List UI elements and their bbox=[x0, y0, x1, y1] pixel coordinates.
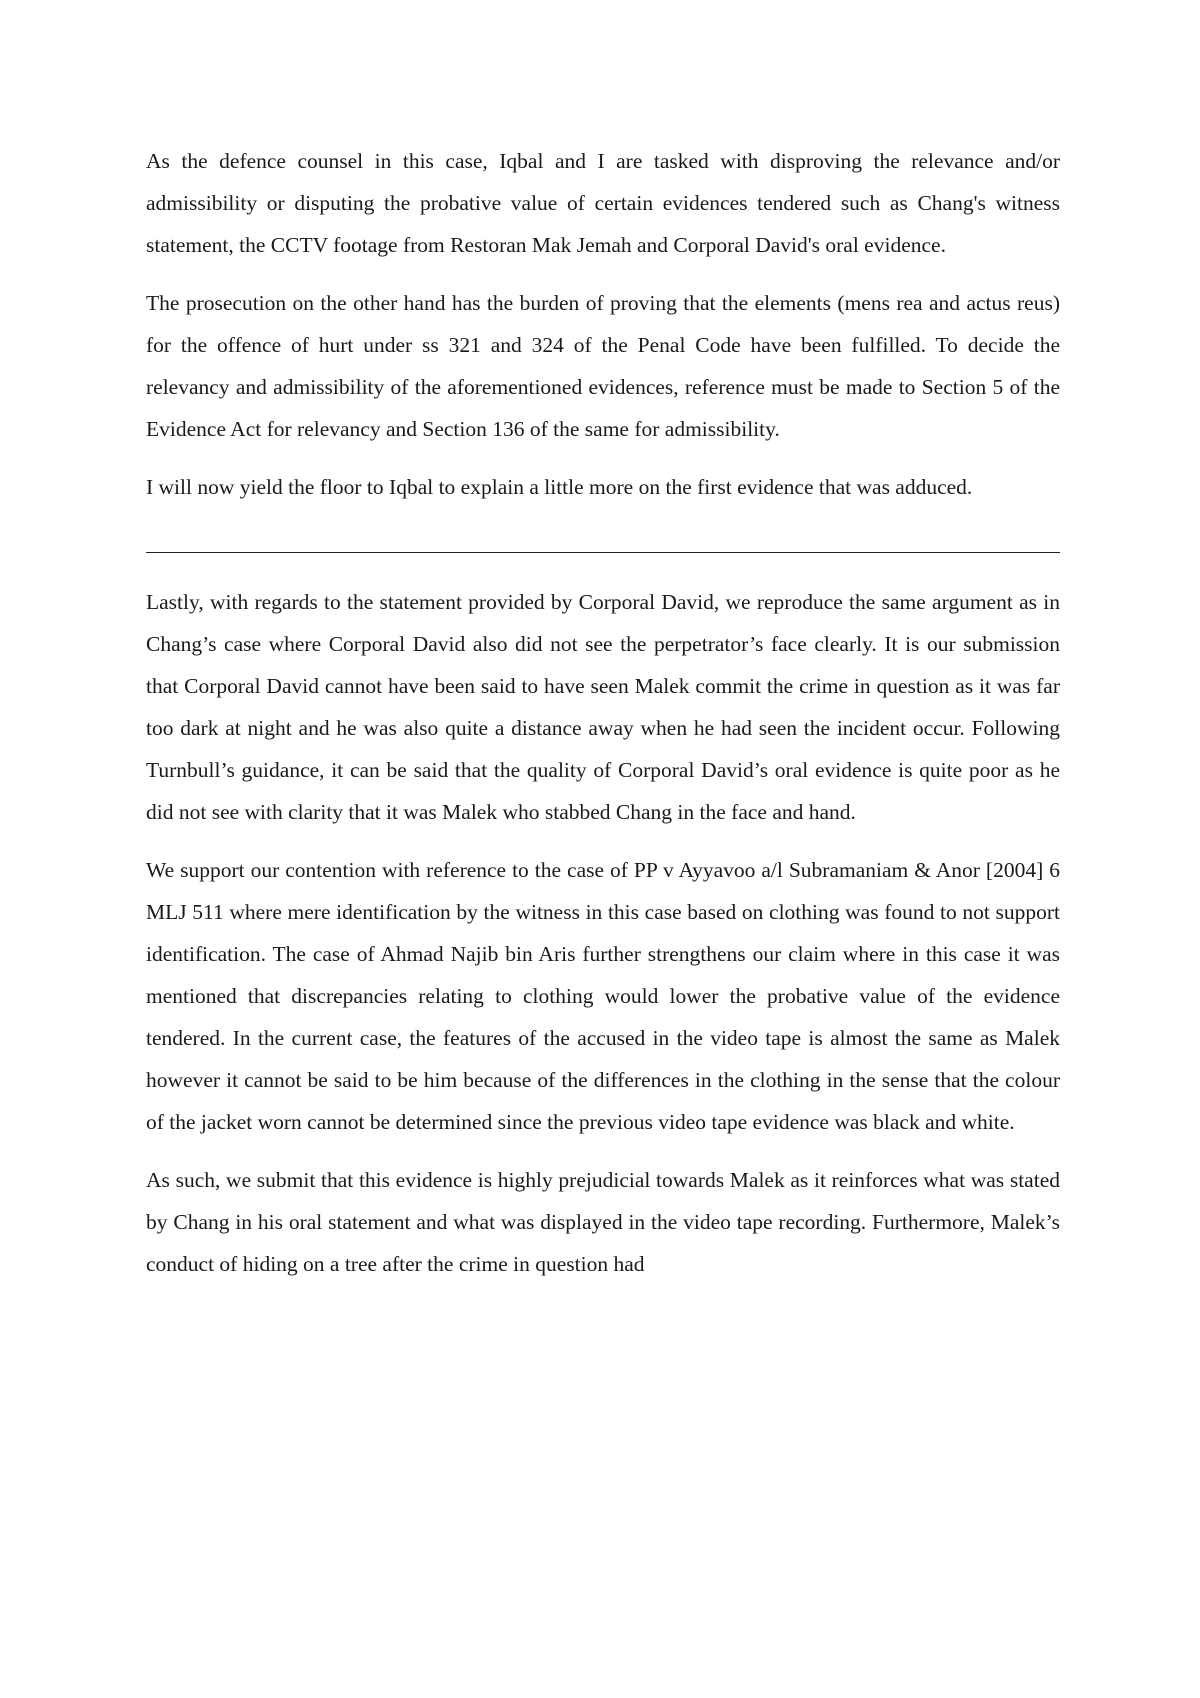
paragraph-corporal-david: Lastly, with regards to the statement provided by Corporal David, we reproduce the same argument as in Chang’s case where Corporal David also did not see the perpetrator’s face clearly. It is our submission that Corporal David cannot have been said to have seen Malek commit the crime in question as it was far too dark at night and he was also quite a distance away when he had seen the incident occur. Following Turnbull’s guidance, it can be said that the quality of Corporal David’s oral evidence is quite poor as he did not see with clarity that it was Malek who stabbed Chang in the face and hand. bbox=[146, 590, 1060, 824]
paragraph-case-reference: We support our contention with reference to the case of PP v Ayyavoo a/l Subramaniam & Anor [2004] 6 MLJ 511 where mere identification by the witness in this case based on clothing was found to not support identification. The case of Ahmad Najib bin Aris further strengthens our claim where in this case it was mentioned that discrepancies relating to clothing would lower the probative value of the evidence tendered. In the current case, the features of the accused in the video tape is almost the same as Malek however it cannot be said to be him because of the differences in the clothing in the sense that the colour of the jacket worn cannot be determined since the previous video tape evidence was black and white. bbox=[146, 858, 1060, 1134]
document-body bbox=[146, 140, 1060, 1301]
paragraph-yield-floor: I will now yield the floor to Iqbal to explain a little more on the first evidence that was adduced. bbox=[146, 475, 973, 499]
section-divider bbox=[146, 552, 1060, 553]
paragraph-submission: As such, we submit that this evidence is highly prejudicial towards Malek as it reinforces what was stated by Chang in his oral statement and what was displayed in the video tape recording. Furthermore, Malek’s conduct of hiding on a tree after the crime in question had bbox=[146, 1168, 1060, 1276]
paragraph-prosecution-burden: The prosecution on the other hand has the burden of proving that the elements (mens rea and actus reus) for the offence of hurt under ss 321 and 324 of the Penal Code have been fulfilled. To decide the relevancy and admissibility of the aforementioned evidences, reference must be made to Section 5 of the Evidence Act for relevancy and Section 136 of the same for admissibility. bbox=[146, 291, 1060, 441]
paragraph-intro: As the defence counsel in this case, Iqbal and I are tasked with disproving the relevance and/or admissibility or disputing the probative value of certain evidences tendered such as Chang's witness statement, the CCTV footage from Restoran Mak Jemah and Corporal David's oral evidence. bbox=[146, 149, 1060, 257]
